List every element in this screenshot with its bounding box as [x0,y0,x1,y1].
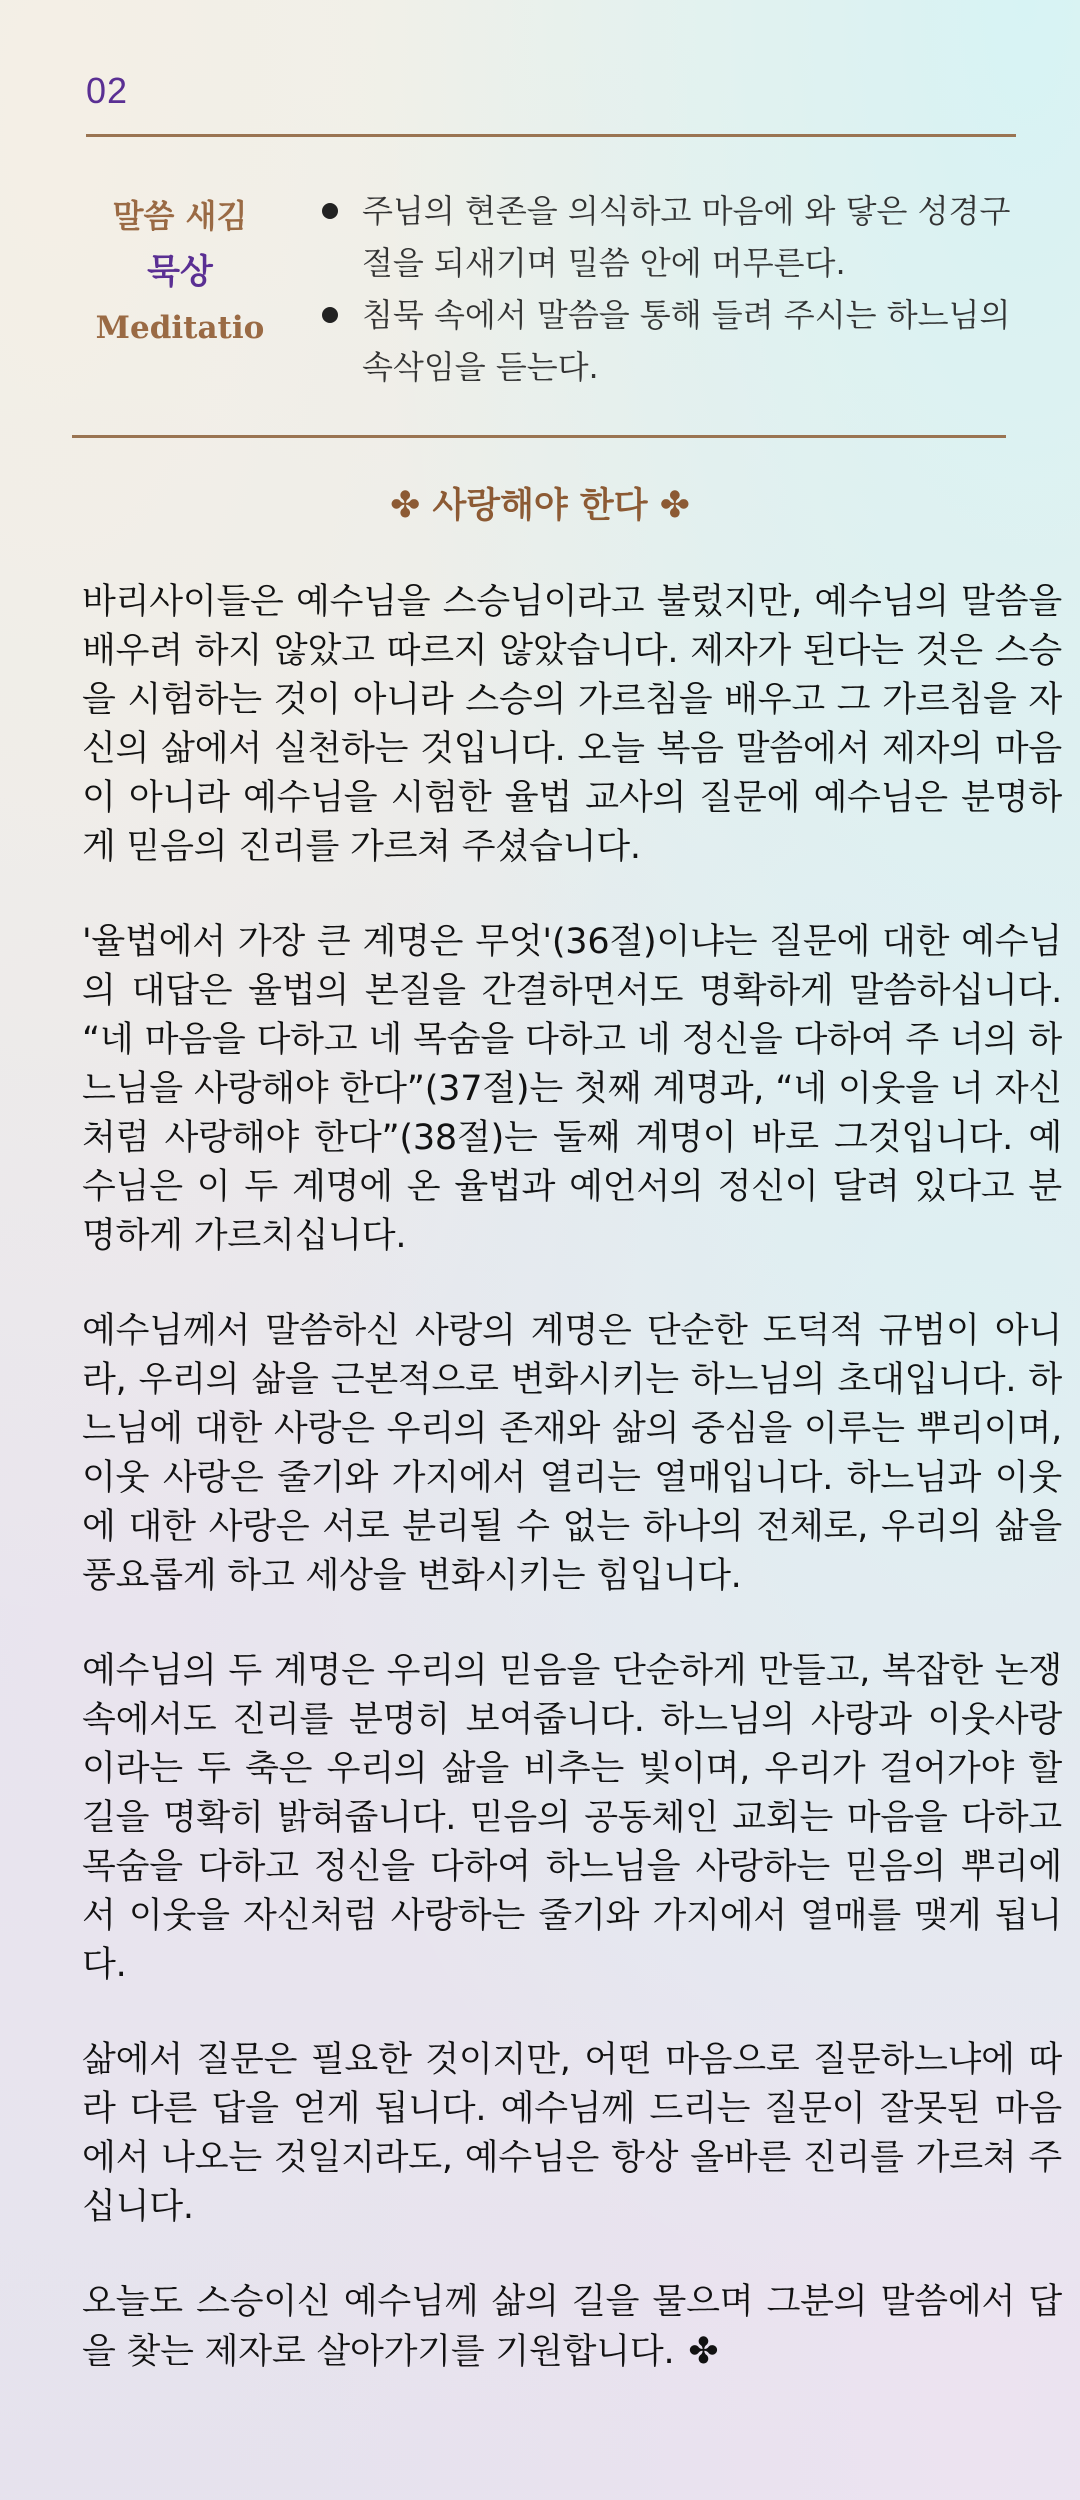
paragraph: 예수님께서 말씀하신 사랑의 계명은 단순한 도덕적 규범이 아니라, 우리의 삶을 근본적으로 변화시키는 하느님의 초대입니다. 하느님에 대한 사랑은 우리의 존재와 삶의 중심을 이루는 뿌리이며, 이웃 사랑은 줄기와 가지에서 열리는 열매입니다. 하느님과 이웃에 대한 사랑은 서로 분리될 수 없는 하나의 전체로, 우리의 삶을 풍요롭게 하고 세상을 변화시키는 힘입니다. [82,1311,1062,1596]
end-clover-icon: ✤ [688,2331,719,2372]
instruction-item [318,289,1018,393]
page-number: 02 [86,70,129,111]
clover-icon: ✤ [390,485,421,526]
bullet-dot-icon [322,203,338,219]
paragraph: 삶에서 질문은 필요한 것이지만, 어떤 마음으로 질문하느냐에 따라 다른 답을 얻게 됩니다. 예수님께 드리는 질문이 잘못된 마음에서 나오는 것일지라도, 예수님은 항상 올바른 진리를 가르쳐 주십니다. [82,2040,1062,2227]
clover-icon: ✤ [659,485,690,526]
label-line-3: Meditatio [95,310,265,346]
reflection-body [82,578,1062,2423]
paragraph: '율법에서 가장 큰 계명은 무엇'(36절)이냐는 질문에 대한 예수님의 대답은 율법의 본질을 간결하면서도 명확하게 말씀하십니다. “네 마음을 다하고 네 목숨을 다하고 네 정신을 다하여 주 너의 하느님을 사랑해야 한다”(37절)는 첫째 계명과, “네 이웃을 너 자신처럼 사랑해야 한다”(38절)는 둘째 계명이 바로 그것입니다. 예수님은 이 두 계명에 온 율법과 예언서의 정신이 달려 있다고 분명하게 가르치십니다. [82,922,1062,1256]
paragraph: 바리사이들은 예수님을 스승님이라고 불렀지만, 예수님의 말씀을 배우려 하지 않았고 따르지 않았습니다. 제자가 된다는 것은 스승을 시험하는 것이 아니라 스승의 가르침을 배우고 그 가르침을 자신의 삶에서 실천하는 것입니다. 오늘 복음 말씀에서 제자의 마음이 아니라 예수님을 시험한 율법 교사의 질문에 예수님은 분명하게 믿음의 진리를 가르쳐 주셨습니다. [82,582,1062,867]
instruction-text: 주님의 현존을 의식하고 마음에 와 닿은 성경구절을 되새기며 밀씀 안에 머무른다. [362,192,1011,282]
reflection-heading [0,476,1080,536]
instruction-list [318,185,1018,393]
paragraph-final [82,2278,1062,2377]
instruction-item [318,185,1018,289]
bottom-divider [72,435,1006,438]
section-label [70,188,290,356]
label-line-1: 말씀 새김 [112,197,248,235]
label-line-2: 묵상 [147,252,213,292]
instruction-text: 침묵 속에서 말씀을 통해 들려 주시는 하느님의 속삭임을 듣는다. [362,296,1011,386]
paragraph-text: 오늘도 스승이신 예수님께 삶의 길을 물으며 그분의 말씀에서 답을 찾는 제자로 살아가기를 기원합니다. [82,2282,1062,2372]
top-divider [86,134,1016,137]
paragraph: 예수님의 두 계명은 우리의 믿음을 단순하게 만들고, 복잡한 논쟁 속에서도 진리를 분명히 보여줍니다. 하느님의 사랑과 이웃사랑이라는 두 축은 우리의 삶을 비추는 빛이며, 우리가 걸어가야 할 길을 명확히 밝혀줍니다. 믿음의 공동체인 교회는 마음을 다하고 목숨을 다하고 정신을 다하여 하느님을 사랑하는 믿음의 뿌리에서 이웃을 자신처럼 사랑하는 줄기와 가지에서 열매를 맺게 됩니다. [82,1651,1062,1985]
reflection-title: 사랑해야 한다 [432,486,648,526]
bullet-dot-icon [322,307,338,323]
